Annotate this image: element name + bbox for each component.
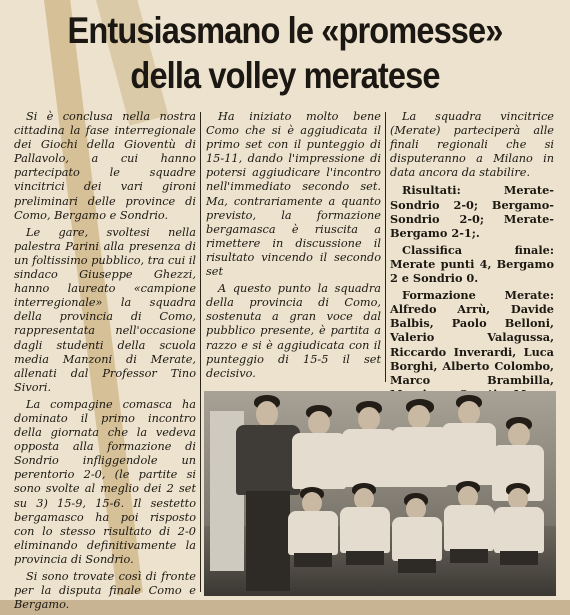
results-text: Risultati: Merate-Sondrio 2-0; Bergamo-Sondrio 2-0; Merate-Bergamo 2-1;. — [390, 183, 554, 240]
standings-text: Classifica finale: Merate punti 4, Bergamo 2 e Sondrio 0. — [390, 242, 554, 286]
paragraph: La squadra vincitrice (Merate) parteciperà alle finali regionali che si disputeranno a Milano in data ancora da stabilire. — [390, 110, 554, 180]
paragraph: La compagine comasca ha dominato il primo incontro della giornata che la vedeva opposta alla formazione di Sondrio infliggendole un perentorio 2-0, (le partite si sono svolte al meglio dei 2 set su 3) 15-9, 15-6. Il sestetto bergamasco ha poi risposto con lo stesso risultato di 2-0 eliminando definitivamente la provincia di Sondrio. — [14, 397, 196, 566]
paragraph: A questo punto la squadra della provincia di Como, sostenuta a gran voce dal pubblico presente, è partita a razzo e si è aggiudicata con il punteggio di 15-5 il set decisivo. — [206, 282, 381, 380]
article-column-2 — [206, 110, 381, 384]
headline — [41, 8, 529, 98]
paragraph: Le gare, svoltesi nella palestra Parini alla presenza di un foltissimo pubblico, tra cui il sindaco Giuseppe Ghezzi, hanno laureato «campione interregionale» la squadra della provincia di Como, rappresentata nell'occasione dagli studenti della scuola media Manzoni di Merate, allenati dal Professor Tino Sivori. — [14, 225, 197, 394]
paragraph: Ha iniziato molto bene Como che si è aggiudicata il primo set con il punteggio di 15-11, dando l'impressione di potersi aggiudicare l'incontro nell'immediato secondo set. Ma, contrariamente a quanto previsto, la formazione bergamasca è riuscita a rimettere in discussione il risultato vincendo il secondo set — [206, 110, 381, 279]
headline-line-2: della volley meratese — [130, 55, 440, 96]
column-divider — [200, 112, 201, 592]
lineup-text: Formazione Merate: Alfredo Arrù, Davide Balbis, Paolo Belloni, Valerio Valagussa, Riccardo Inverardi, Luca Borghi, Alberto Colombo, Marco Brambilla, — [390, 288, 554, 387]
headline-line-1: Entusiasmano le «promesse» — [67, 10, 503, 51]
team-photo — [204, 391, 556, 596]
article-column-1 — [14, 110, 196, 615]
paragraph: Si è conclusa nella nostra cittadina la fase interregionale dei Giochi della Gioventù di Pallavolo, a cui hanno partecipato le squadre vincitrici dei vari gironi preliminari delle province di Como, Bergamo e Sondrio. — [14, 110, 196, 222]
column-divider — [385, 112, 386, 382]
paragraph: Si sono trovate così di fronte per la disputa finale Como e Bergamo. — [14, 570, 196, 612]
article-column-3 — [390, 110, 554, 418]
